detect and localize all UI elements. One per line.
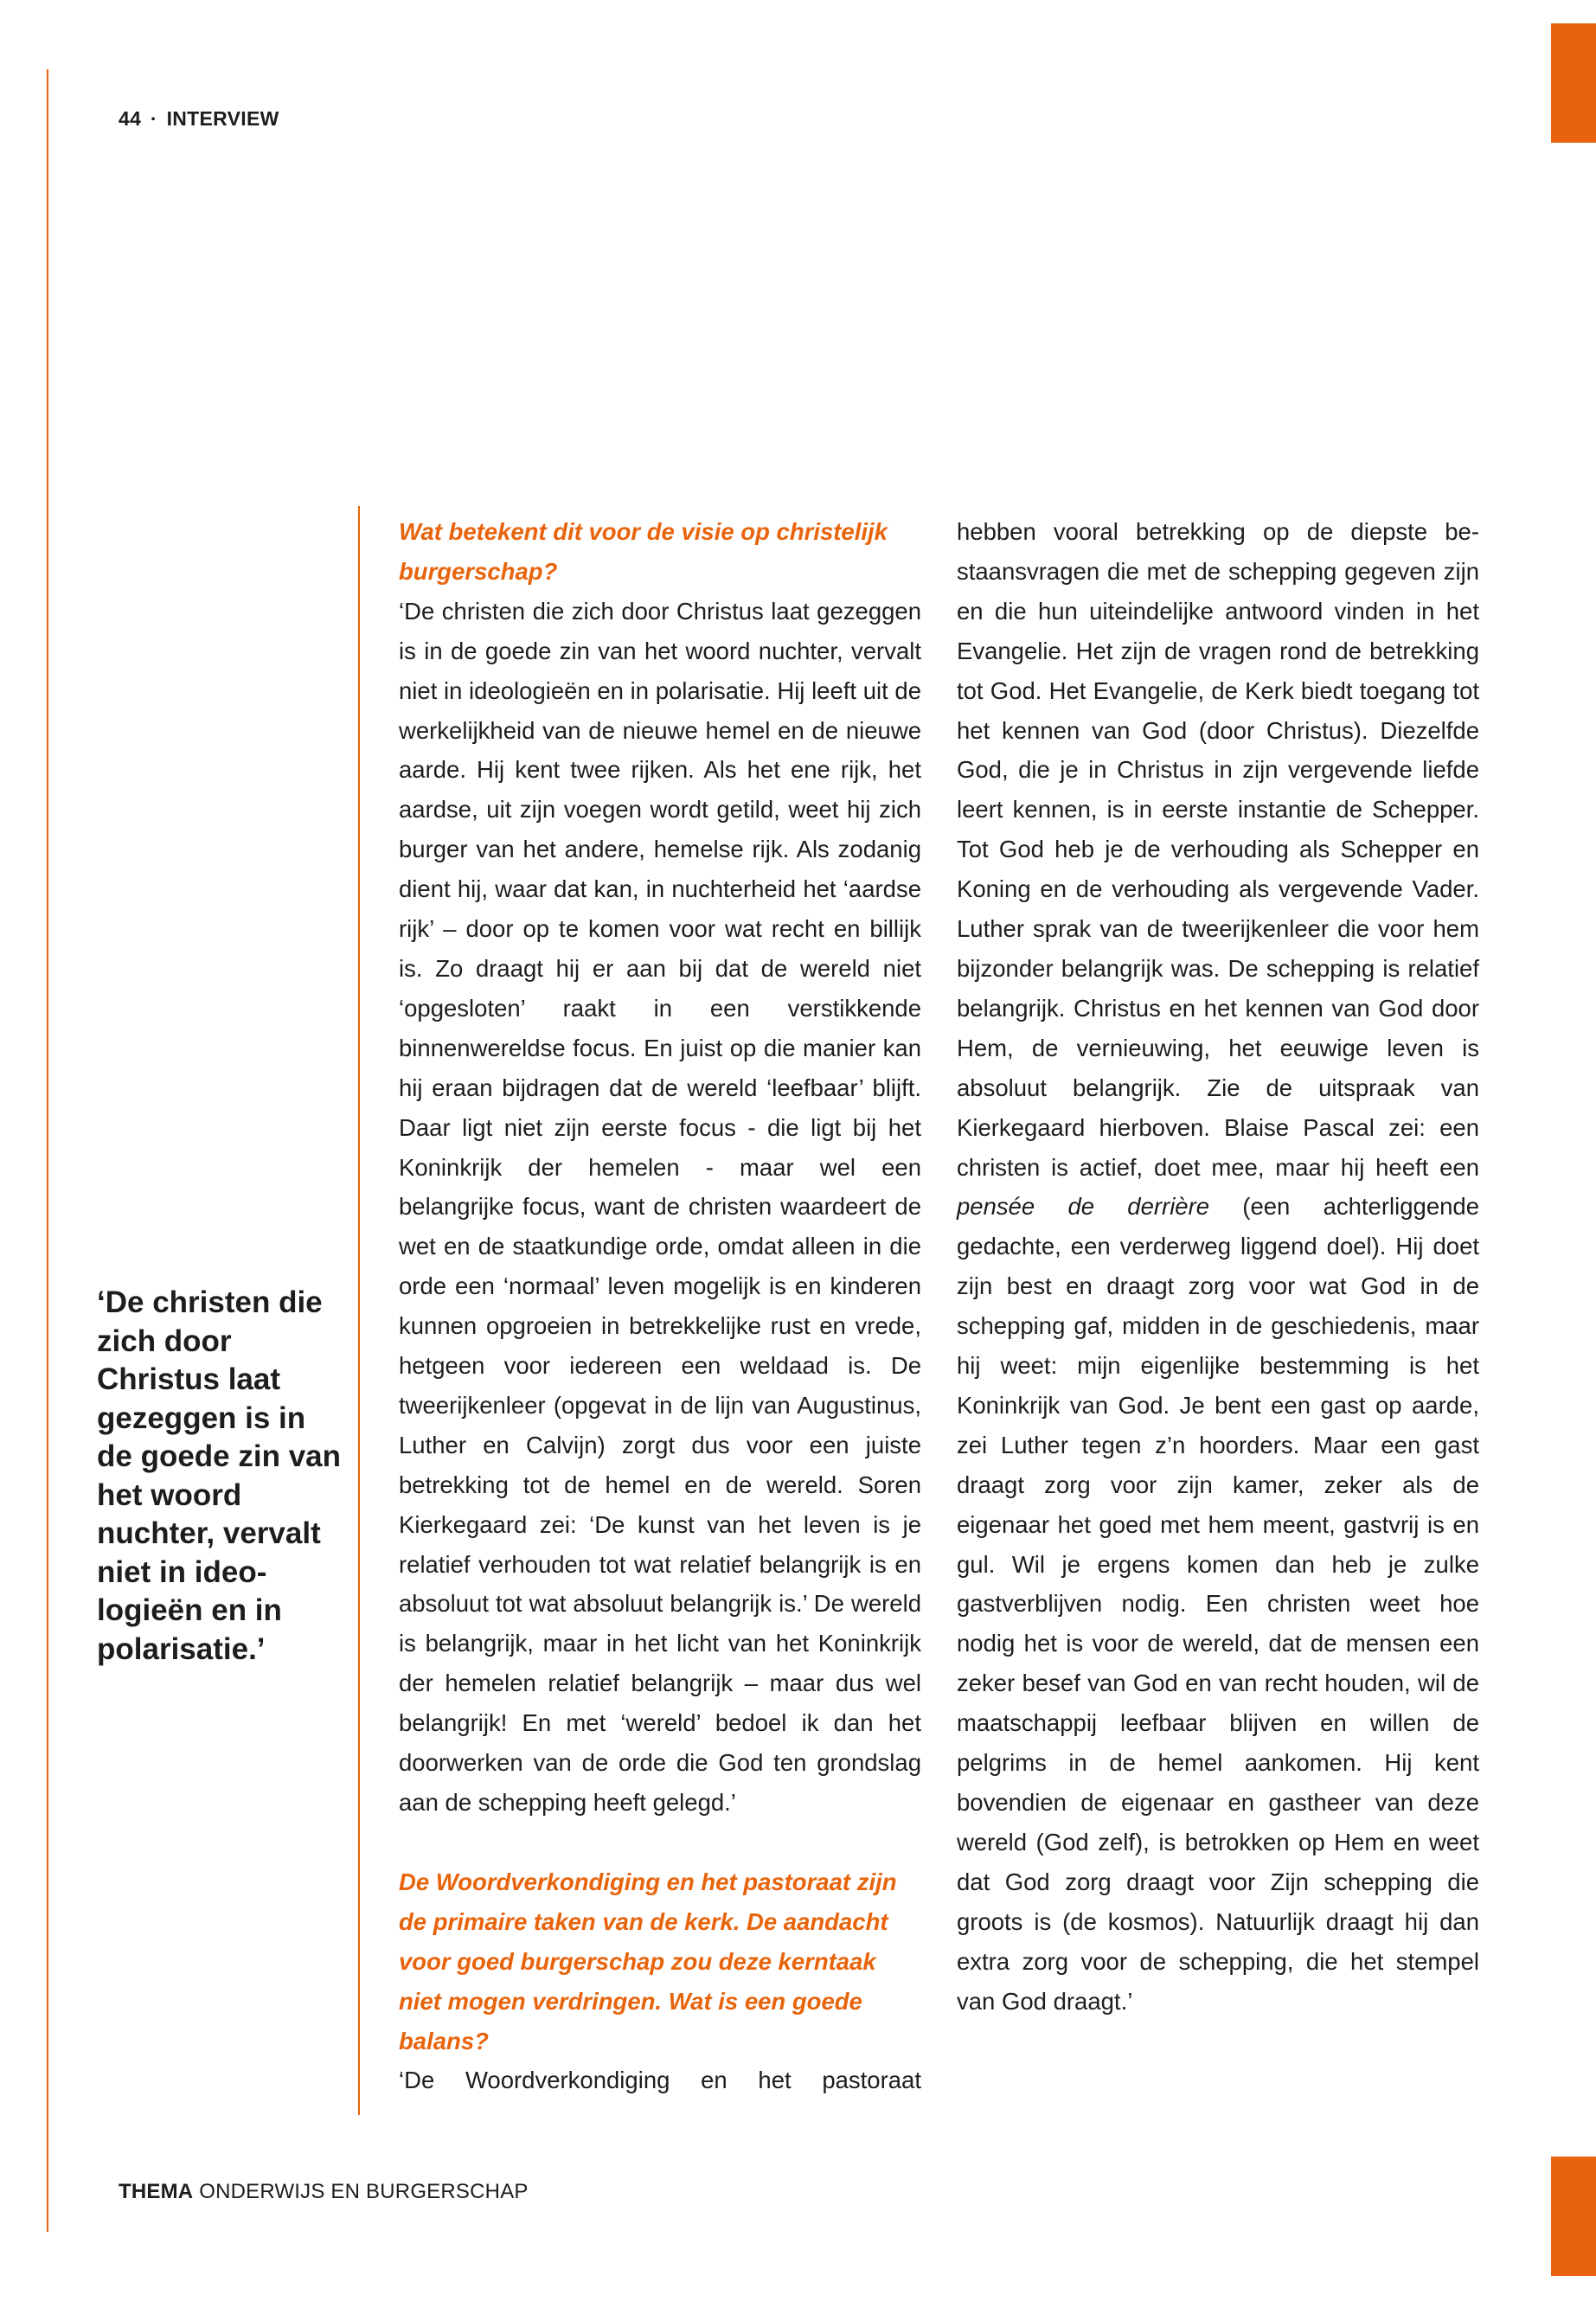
section-label: INTERVIEW — [166, 107, 279, 130]
italic-phrase: pensée de derrière — [957, 1193, 1210, 1221]
orange-page-tab-top — [1551, 23, 1596, 143]
interview-answer-continued — [957, 512, 1479, 2021]
column-divider-rule — [358, 506, 360, 2115]
interview-answer: ‘De christen die zich door Christus laat gezeggen is in de goede zin van het woord nuchter, vervalt niet in ideologieën en in polarisatie. Hij leeft uit de werkelijkheid van de nieuwe hemel en de nieuwe aarde. Hij kent twee rijken. Als het ene rijk, het aardse, uit zijn voegen wordt getild, weet hij zich burger van het andere, hemelse rijk. Als zodanig dient hij, waar dat kan, in nuchterheid het ‘aardse rijk’ – door op te komen voor wat recht en billijk is. Zo draagt hij er aan bij dat de wereld niet ‘opgesloten’ raakt in een verstikkende binnenwereldse focus. En juist op die manier kan hij eraan bijdragen dat de wereld ‘leefbaar’ blijft. Daar ligt niet zijn eerste focus - die ligt bij het Koninkrijk der hemelen - maar wel een belangrijke focus, want de christen waardeert de wet en de staatkundige orde, omdat alleen in die orde een ‘normaal’ leven mogelijk is en kinderen kunnen opgroeien in betrekkelijke rust en vrede, hetgeen voor iedereen een weldaad is. De tweerijkenleer (opgevat in de lijn van Augustinus, Luther en Calvijn) zorgt dus voor een juiste betrekking tot de hemel en de wereld. Soren Kierkegaard zei: ‘De kunst van het leven is je relatief verhouden tot wat relatief belangrijk is en absoluut tot wat absoluut belangrijk is.’ De wereld is belangrijk, maar in het licht van het Koninkrijk der hemelen relatief belangrijk – maar dus wel belangrijk! En met ‘wereld’ bedoel ik dan het doorwerken van de orde die God ten grondslag aan de schepping heeft gelegd.’ — [399, 597, 921, 1816]
text-column-left — [399, 512, 921, 2100]
header-separator: · — [150, 107, 157, 130]
pull-quote: ‘De christen die zich door Christus laat gezeggen is in de goede zin van het woord nuchter, vervalt niet in ideo-logieën en in polarisatie.’ — [97, 1285, 341, 1666]
interview-question: Wat betekent dit voor de visie op christelijk burgerschap? — [399, 518, 888, 585]
text-column-right — [957, 512, 1479, 2021]
page-number: 44 — [119, 107, 142, 130]
footer-theme: ONDERWIJS EN BURGERSCHAP — [199, 2180, 529, 2203]
running-header — [119, 106, 279, 131]
footer-magazine: THEMA — [119, 2180, 194, 2203]
paragraph-gap — [399, 1823, 921, 1862]
interview-question: De Woordverkondiging en het pastoraat zijn de primaire taken van de kerk. De aandacht voor goed burgerschap zou deze kerntaak niet mogen verdringen. Wat is een goede balans? — [399, 1868, 897, 2054]
orange-page-tab-bottom — [1551, 2157, 1596, 2276]
answer-text: hebben vooral betrekking op de diepste bestaansvragen die met de schepping gegeven zijn en die hun uiteindelijke antwoord vinden in het Evangelie. Het zijn de vragen rond de betrekking tot God. Het Evangelie, de Kerk biedt toegang tot het kennen van God (door Christus). Diezelfde God, die je in Christus in zijn vergevende liefde leert kennen, is in eerste instantie de Schepper. Tot God heb je de verhouding als Schepper en Koning en de verhouding als vergevende Vader. Luther sprak van de tweerijkenleer die voor hem bijzonder belangrijk was. De schepping is relatief belangrijk. Christus en het kennen van God door Hem, de vernieuwing, het eeuwige leven is absoluut belangrijk. Zie de uitspraak van Kierkegaard hierboven. Blaise Pascal zei: een christen is actief, doet mee, maar hij heeft een — [957, 518, 1479, 1181]
answer-text: (een achterliggende gedachte, een verderweg liggend doel). Hij doet zijn best en draagt zorg voor wat God in de schepping gaf, midden in de geschiedenis, maar hij weet: mijn eigenlijke bestemming is het Koninkrijk van God. Je bent een gast op aarde, zei Luther tegen z’n hoorders. Maar een gast draagt zorg voor zijn kamer, zeker als de eigenaar het goed met hem meent, gastvrij is en gul. Wil je ergens komen dan heb je zulke gastverblijven nodig. Een christen weet hoe nodig het is voor de wereld, dat de mensen een zeker besef van God en van recht houden, wil de maatschappij leefbaar blijven en willen de pelgrims in de hemel aankomen. Hij kent bovendien de eigenaar en gastheer van deze wereld (God zelf), is betrokken op Hem en weet dat God zorg draagt voor Zijn schepping die groots is (de kosmos). Natuurlijk draagt hij dan extra zorg voor de schepping, die het stempel van God draagt.’ — [957, 1193, 1479, 2015]
left-margin-rule — [47, 69, 48, 2232]
interview-answer-start: ‘De Woordverkondiging en het pastoraat — [399, 2067, 921, 2094]
running-footer — [119, 2179, 529, 2205]
